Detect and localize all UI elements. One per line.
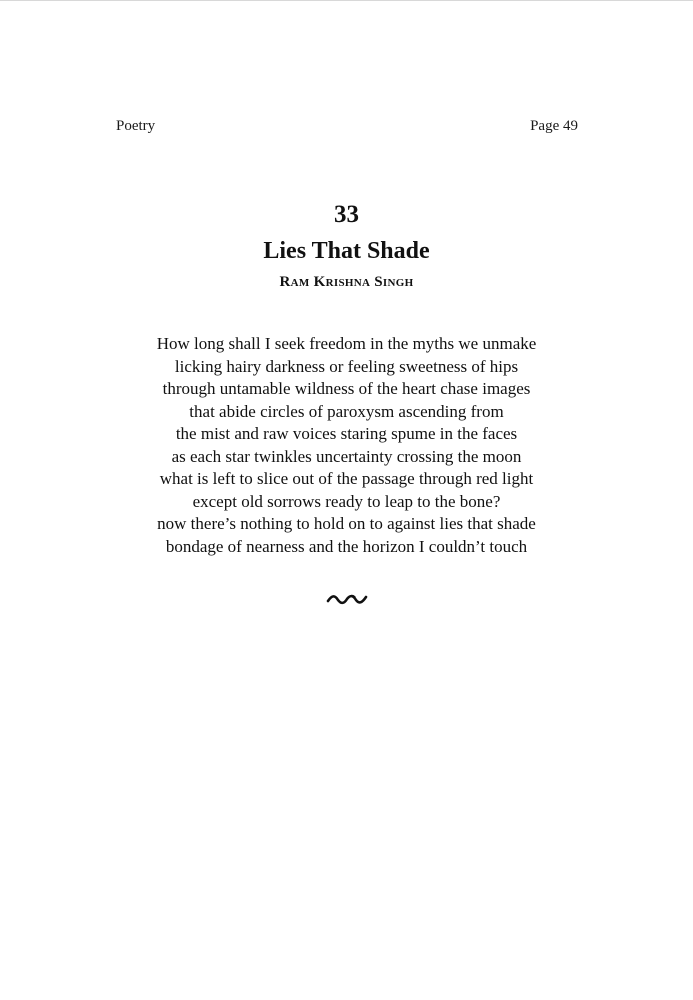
poem-line: How long shall I seek freedom in the myths we unmake bbox=[156, 334, 537, 353]
running-head-page-number: Page 49 bbox=[530, 118, 578, 134]
poem-number: 33 bbox=[334, 201, 359, 228]
poem-line: what is left to slice out of the passage through red light bbox=[159, 469, 534, 488]
poem-line: as each star twinkles uncertainty crossing the moon bbox=[171, 446, 522, 466]
poem-line: the mist and raw voices staring spume in the faces bbox=[175, 424, 518, 443]
poem-body bbox=[0, 333, 693, 558]
running-head-section: Poetry bbox=[116, 118, 156, 134]
poem-line: bondage of nearness and the horizon I couldn’t touch bbox=[165, 536, 528, 556]
poem-line: now there’s nothing to hold on to against lies that shade bbox=[157, 514, 536, 533]
poem-line: licking hairy darkness or feeling sweetness of hips bbox=[174, 356, 519, 376]
poem-title: Lies That Shade bbox=[263, 238, 430, 264]
poem-author: Ram Krishna Singh bbox=[279, 274, 414, 290]
poem-line: except old sorrows ready to leap to the bone? bbox=[192, 491, 501, 511]
wave-ornament-icon bbox=[326, 588, 368, 608]
poem-line: that abide circles of paroxysm ascending from bbox=[189, 401, 504, 421]
page-edge-rule bbox=[0, 0, 693, 1]
poem-line: through untamable wildness of the heart chase images bbox=[162, 379, 531, 398]
